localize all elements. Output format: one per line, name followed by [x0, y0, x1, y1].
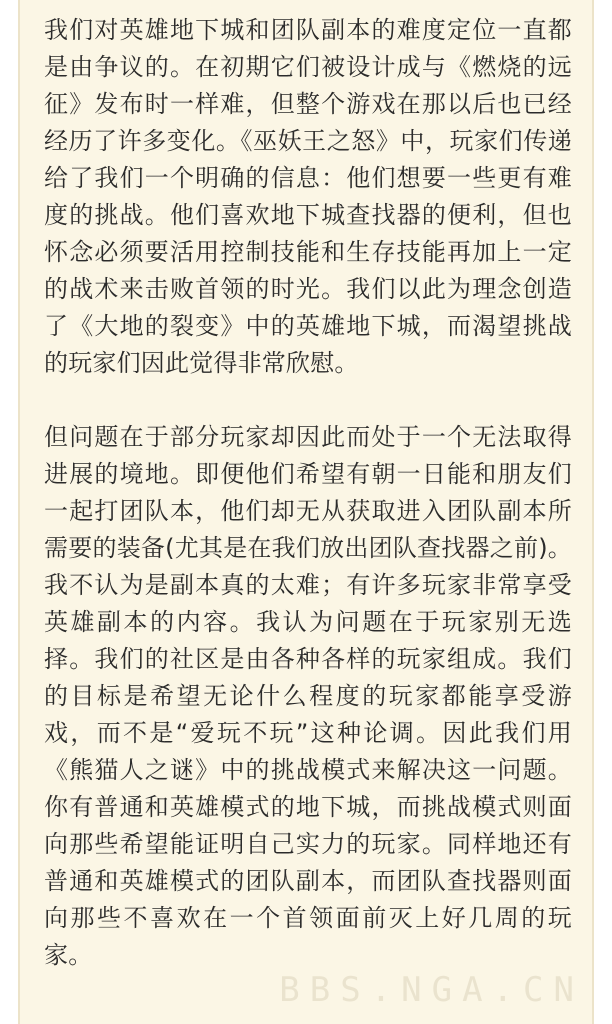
- article-body: [44, 12, 572, 974]
- article-panel: [18, 0, 594, 1024]
- article-paragraph-1: 我们对英雄地下城和团队副本的难度定位一直都是由争议的。在初期它们被设计成与《燃烧的远征》发布时一样难，但整个游戏在那以后也已经经历了许多变化。《巫妖王之怒》中，玩家们传递给了我们一个明确的信息：他们想要一些更有难度的挑战。他们喜欢地下城查找器的便利，但也怀念必须要活用控制技能和生存技能再加上一定的战术来击败首领的时光。我们以此为理念创造了《大地的裂变》中的英雄地下城，而渴望挑战的玩家们因此觉得非常欣慰。: [44, 16, 572, 377]
- article-paragraph-2: 但问题在于部分玩家却因此而处于一个无法取得进展的境地。即便他们希望有朝一日能和朋友们一起打团队本，他们却无从获取进入团队副本所需要的装备(尤其是在我们放出团队查找器之前)。我不认为是副本真的太难；有许多玩家非常享受英雄副本的内容。我认为问题在于玩家别无选择。我们的社区是由各种各样的玩家组成。我们的目标是希望无论什么程度的玩家都能享受游戏，而不是“爱玩不玩”这种论调。因此我们用《熊猫人之谜》中的挑战模式来解决这一问题。你有普通和英雄模式的地下城，而挑战模式则面向那些希望能证明自己实力的玩家。同样地还有普通和英雄模式的团队副本，而团队查找器则面向那些不喜欢在一个首领面前灭上好几周的玩家。: [44, 423, 572, 969]
- site-watermark: BBS.NGA.CN: [279, 970, 584, 1010]
